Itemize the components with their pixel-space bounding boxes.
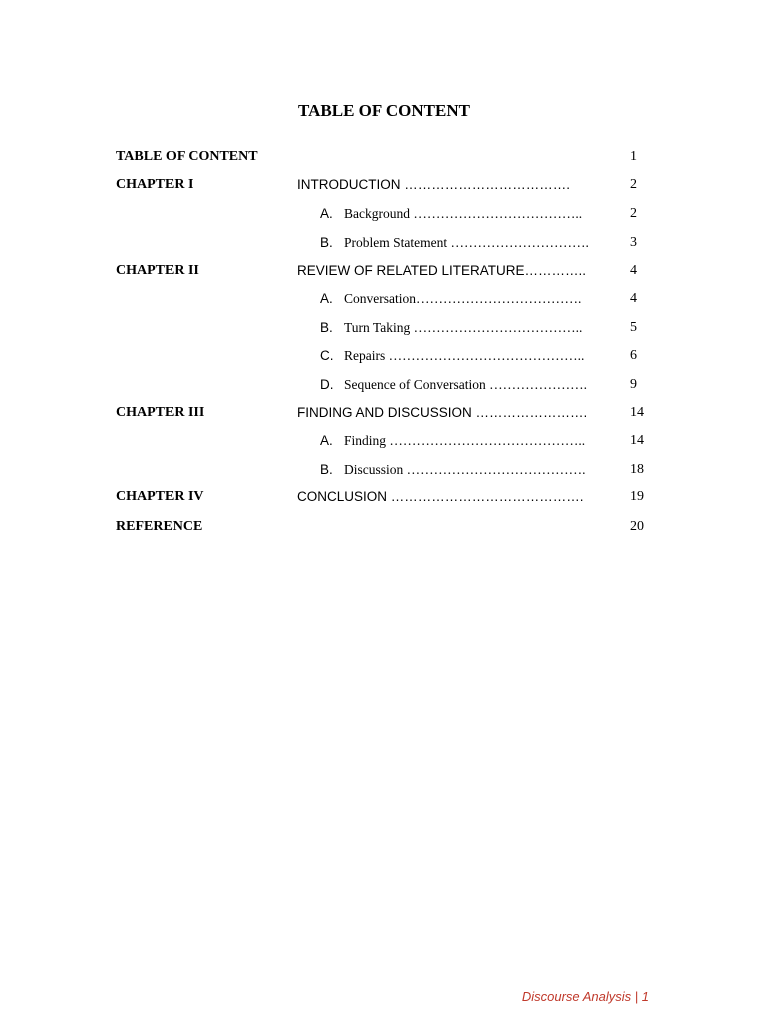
toc-page-number: 14 bbox=[630, 405, 644, 420]
toc-entry: Finding …………………………………….. bbox=[344, 433, 586, 448]
toc-entry: REVIEW OF RELATED LITERATURE………….. bbox=[297, 263, 587, 278]
toc-entry: Repairs …………………………………….. bbox=[344, 348, 585, 363]
toc-entry: FINDING AND DISCUSSION ……………………. bbox=[297, 405, 588, 420]
page-title: TABLE OF CONTENT bbox=[298, 101, 470, 120]
toc-item-letter: B. bbox=[320, 320, 333, 335]
toc-item-letter: A. bbox=[320, 291, 333, 306]
toc-row bbox=[0, 174, 768, 196]
toc-item-letter: B. bbox=[320, 235, 333, 250]
toc-row bbox=[0, 288, 768, 310]
toc-page-number: 9 bbox=[630, 377, 637, 392]
toc-row bbox=[0, 374, 768, 396]
toc-page-number: 4 bbox=[630, 263, 637, 278]
toc-chapter-label: CHAPTER I bbox=[116, 177, 194, 192]
toc-page-number: 2 bbox=[630, 206, 637, 221]
toc-chapter-label: CHAPTER III bbox=[116, 405, 205, 420]
toc-chapter-label: CHAPTER II bbox=[116, 263, 199, 278]
toc-row bbox=[0, 402, 768, 424]
toc-row bbox=[0, 260, 768, 282]
toc-row bbox=[0, 146, 768, 168]
toc-entry: Turn Taking ……………………………….. bbox=[344, 320, 583, 335]
toc-row bbox=[0, 203, 768, 225]
toc-entry: Conversation………………………………. bbox=[344, 291, 582, 306]
toc-page-number: 3 bbox=[630, 235, 637, 250]
toc-page-number: 2 bbox=[630, 177, 637, 192]
toc-page-number: 14 bbox=[630, 433, 644, 448]
toc-item-letter: A. bbox=[320, 206, 333, 221]
toc-chapter-label: CHAPTER IV bbox=[116, 489, 204, 504]
toc-page-number: 20 bbox=[630, 519, 644, 534]
toc-row bbox=[0, 486, 768, 508]
toc-row bbox=[0, 430, 768, 452]
toc-entry: Discussion …………………………………. bbox=[344, 462, 586, 477]
toc-entry: Sequence of Conversation …………………. bbox=[344, 377, 587, 392]
toc-page-number: 4 bbox=[630, 291, 637, 306]
toc-item-letter: D. bbox=[320, 377, 334, 392]
toc-page-number: 1 bbox=[630, 149, 637, 164]
toc-row bbox=[0, 232, 768, 254]
toc-entry: Background ……………………………….. bbox=[344, 206, 583, 221]
toc-item-letter: A. bbox=[320, 433, 333, 448]
toc-page-number: 5 bbox=[630, 320, 637, 335]
toc-chapter-label: REFERENCE bbox=[116, 519, 203, 534]
toc-entry: Problem Statement …………………………. bbox=[344, 235, 589, 250]
toc-page-number: 18 bbox=[630, 462, 644, 477]
toc-row bbox=[0, 516, 768, 538]
toc-entry: CONCLUSION ……………………………………. bbox=[297, 489, 584, 504]
page-footer: Discourse Analysis | 1 bbox=[521, 989, 649, 1004]
toc-page-number: 19 bbox=[630, 489, 644, 504]
toc-item-letter: C. bbox=[320, 348, 334, 363]
toc-row bbox=[0, 459, 768, 481]
toc-item-letter: B. bbox=[320, 462, 333, 477]
toc-page-number: 6 bbox=[630, 348, 637, 363]
toc-row bbox=[0, 317, 768, 339]
toc-row bbox=[0, 345, 768, 367]
toc-entry: INTRODUCTION ………………………………. bbox=[297, 177, 570, 192]
toc-chapter-label: TABLE OF CONTENT bbox=[116, 149, 258, 164]
